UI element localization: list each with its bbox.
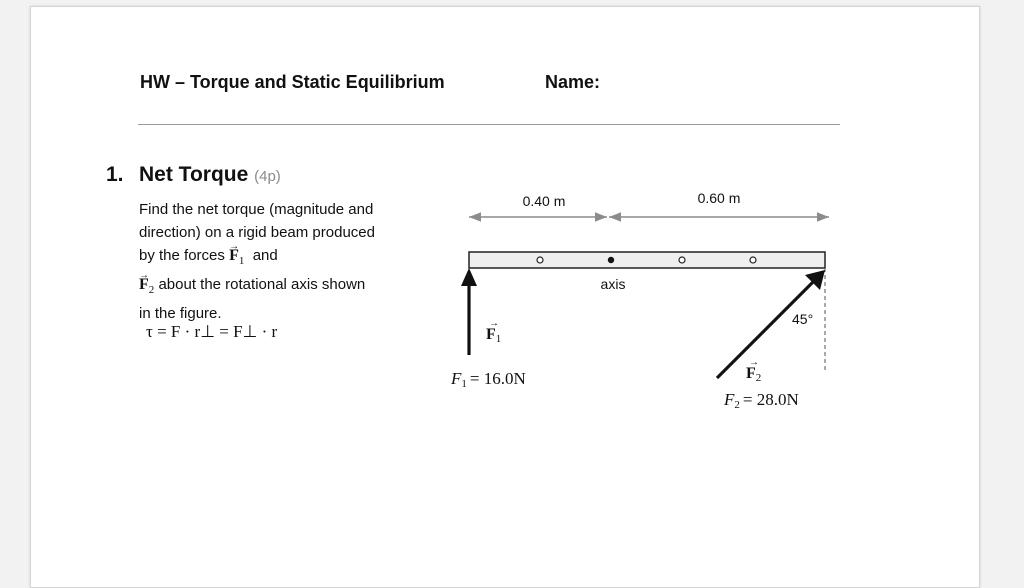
f1-value-sub: 1: [461, 378, 467, 390]
force-f2-arrow-shaft: [717, 281, 814, 378]
rotation-axis-point: [608, 257, 614, 263]
f1-symbol-sub: 1: [238, 255, 245, 268]
f2-symbol-letter: F: [139, 276, 149, 294]
homework-title: HW – Torque and Static Equilibrium: [140, 72, 445, 92]
torque-formula: τ = F · r⊥ = F⊥ · r: [146, 322, 278, 341]
f1-vector-sub: 1: [495, 333, 502, 345]
angle-label: 45°: [792, 311, 814, 327]
name-label: Name:: [545, 72, 601, 92]
question-text-part2: about the rotational axis shown in the figure.: [139, 276, 366, 323]
f1-value-label: [450, 369, 526, 390]
dimension-label-left: 0.40 m: [522, 193, 566, 209]
f2-symbol-sub: 2: [148, 284, 155, 297]
force-f1-arrow-head: [461, 268, 477, 286]
f2-value: = 28.0N: [742, 390, 799, 409]
f2-value-label: [723, 390, 799, 411]
question-text-part1: Find the net torque (magnitude and direction) on a rigid beam produced by the forces: [139, 201, 375, 264]
question-text-and: and: [252, 247, 278, 264]
question-title-text: Net Torque: [139, 163, 249, 186]
f2-vector-arrow-mark: →: [749, 357, 759, 368]
rigid-beam: [469, 252, 825, 268]
beam-hole-4: [750, 257, 756, 263]
f1-vector-arrow-mark: →: [489, 318, 499, 329]
beam-hole-3: [679, 257, 685, 263]
f2-vector-sub: 2: [755, 372, 762, 384]
f1-vector-letter: F: [486, 326, 496, 343]
beam-hole-1: [537, 257, 543, 263]
f1-value-letter: F: [451, 369, 462, 388]
question-number: 1.: [106, 163, 124, 186]
f2-value-letter: F: [724, 390, 735, 409]
f1-symbol-letter: F: [229, 247, 239, 264]
axis-label: axis: [600, 276, 626, 292]
f2-vector-letter: F: [746, 365, 756, 382]
question-points: (4p): [254, 168, 281, 185]
f2-value-sub: 2: [734, 399, 740, 411]
f1-value: = 16.0N: [469, 369, 526, 388]
dimension-label-right: 0.60 m: [697, 190, 741, 206]
